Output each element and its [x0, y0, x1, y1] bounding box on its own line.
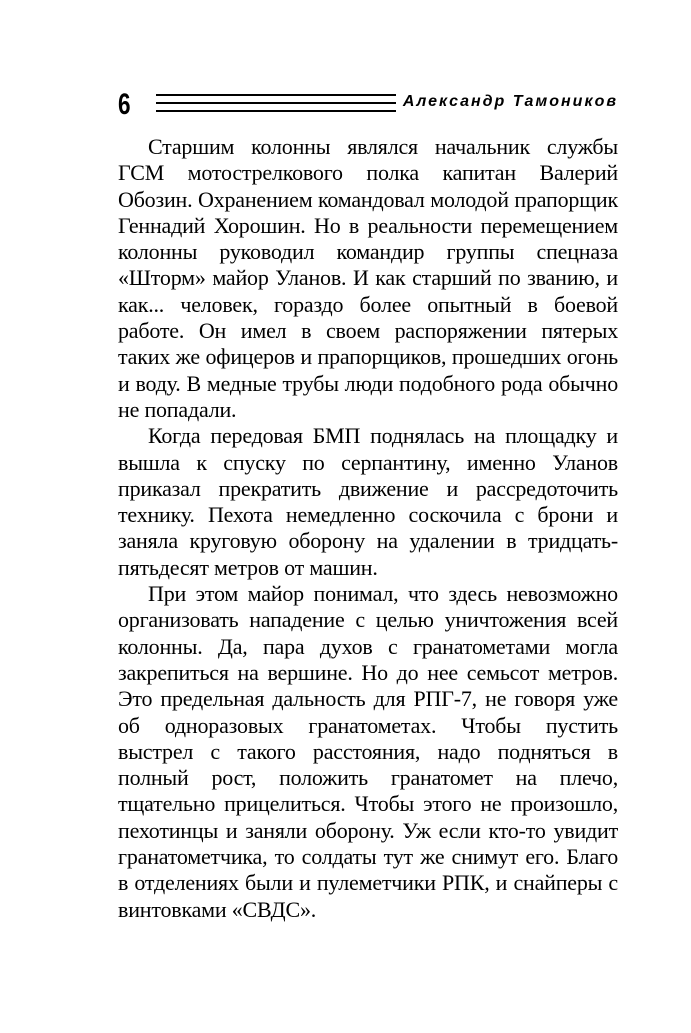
header-rule [156, 110, 396, 112]
page-body [118, 134, 618, 923]
page-number: 6 [118, 88, 130, 121]
running-head-author: Александр Тамоников [402, 93, 618, 110]
page-header [118, 88, 618, 124]
header-rule [156, 94, 396, 96]
paragraph-1: Старшим колонны являлся начальник службы ГСМ мотострелкового полка капитан Валерий Обозин. Охранением командовал молодой прапорщик Геннадий Хорошин. Но в реальности перемещением колонны руководил командир группы спецназа «Шторм» майор Уланов. И как старший по званию, и как... человек, гораздо более опытный в боевой работе. Он имел в своем распоряжении пятерых таких же офицеров и прапорщиков, прошедших огонь и воду. В медные трубы люди подобного рода обычно не попадали. [118, 134, 618, 422]
paragraph-3: При этом майор понимал, что здесь невозможно организовать нападение с целью уничтожения всей колонны. Да, пара духов с гранатометами могла закрепиться на вершине. Но до нее семьсот метров. Это предельная дальность для РПГ-7, не говоря уже об одноразовых гранатометах. Чтобы пустить выстрел с такого расстояния, надо подняться в полный рост, положить гранатомет на плечо, тщательно прицелиться. Чтобы этого не произошло, пехотинцы и заняли оборону. Уж если кто-то увидит гранатометчика, то солдаты тут же снимут его. Благо в отделениях были и пулеметчики РПК, и снайперы с винтовками «СВДС». [118, 581, 618, 922]
paragraph-2: Когда передовая БМП поднялась на площадку и вышла к спуску по серпантину, именно Уланов приказал прекратить движение и рассредоточить технику. Пехота немедленно соскочила с брони и заняла круговую оборону на удалении в тридцать-пятьдесят метров от машин. [118, 423, 618, 580]
header-rule [156, 102, 396, 104]
